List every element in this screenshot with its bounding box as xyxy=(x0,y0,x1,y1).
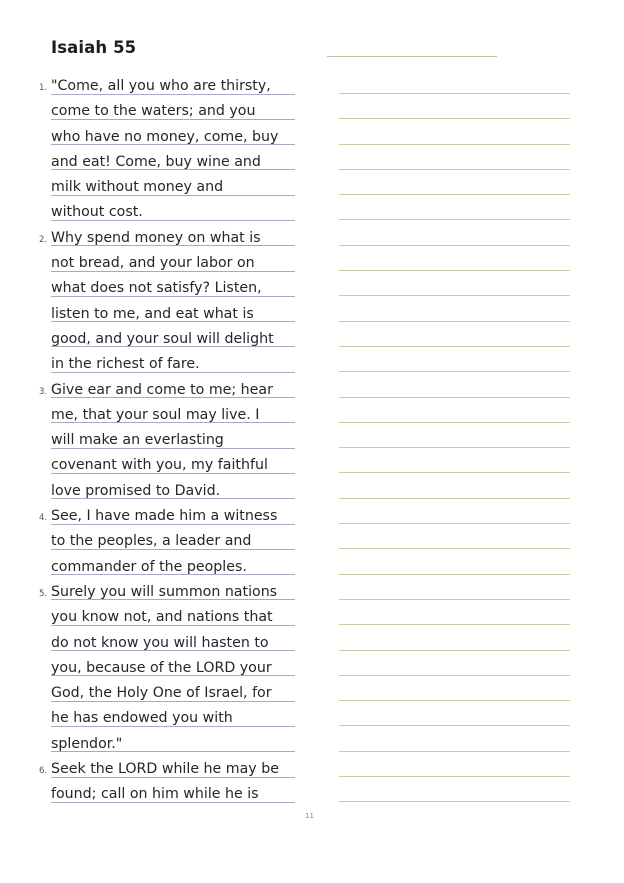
verse-text: love promised to David. xyxy=(51,482,221,499)
writing-line xyxy=(339,200,570,225)
writing-line-rule xyxy=(339,574,570,575)
writing-line xyxy=(339,428,570,453)
text-underline xyxy=(51,574,295,575)
writing-line-rule xyxy=(339,776,570,777)
writing-line-rule xyxy=(339,650,570,651)
verse-text: See, I have made him a witness xyxy=(51,508,278,525)
verse-text: listen to me, and eat what is xyxy=(51,305,254,322)
text-underline xyxy=(51,397,295,398)
writing-line xyxy=(339,150,570,175)
verse-line xyxy=(0,656,300,681)
writing-line xyxy=(339,732,570,757)
writing-line-rule xyxy=(339,169,570,170)
verse-line xyxy=(0,352,300,377)
verse-line xyxy=(0,681,300,706)
text-underline xyxy=(51,321,295,322)
verse-line xyxy=(0,150,300,175)
verse-text: will make an everlasting xyxy=(51,432,224,449)
writing-line-rule xyxy=(339,397,570,398)
writing-line xyxy=(339,631,570,656)
writing-line xyxy=(339,327,570,352)
text-underline xyxy=(51,777,295,778)
writing-line xyxy=(339,555,570,580)
writing-line-rule xyxy=(339,371,570,372)
verse-text: Seek the LORD while he may be xyxy=(51,761,279,778)
verse-line xyxy=(0,555,300,580)
verse-number: 6. xyxy=(39,766,48,777)
writing-line-rule xyxy=(339,472,570,473)
verse-text: without cost. xyxy=(51,204,143,221)
verse-line xyxy=(0,200,300,225)
verse-line xyxy=(0,302,300,327)
writing-line-rule xyxy=(339,270,570,271)
verse-text: Surely you will summon nations xyxy=(51,583,278,600)
writing-line-rule xyxy=(339,725,570,726)
verse-text: do not know you will hasten to xyxy=(51,634,269,651)
writing-line xyxy=(339,175,570,200)
text-underline xyxy=(51,245,295,246)
verse-line xyxy=(0,782,300,807)
verse-line xyxy=(0,479,300,504)
text-underline xyxy=(51,448,295,449)
writing-line xyxy=(339,251,570,276)
writing-line-rule xyxy=(339,93,570,94)
verse-line xyxy=(0,757,300,782)
verse-line xyxy=(0,99,300,124)
text-underline xyxy=(51,675,295,676)
verse-text: in the richest of fare. xyxy=(51,356,200,373)
writing-line-rule xyxy=(339,194,570,195)
handwriting-column xyxy=(339,74,570,808)
writing-line-rule xyxy=(339,346,570,347)
writing-line-rule xyxy=(339,751,570,752)
verse-number: 2. xyxy=(39,234,48,245)
text-underline xyxy=(51,271,295,272)
writing-line-rule xyxy=(339,523,570,524)
verse-text: splendor." xyxy=(51,735,123,752)
verse-line xyxy=(0,453,300,478)
writing-line xyxy=(339,757,570,782)
verse-text: to the peoples, a leader and xyxy=(51,533,252,550)
writing-line xyxy=(339,529,570,554)
writing-line-rule xyxy=(339,624,570,625)
verse-number: 1. xyxy=(39,83,48,93)
writing-line-rule xyxy=(339,321,570,322)
writing-line xyxy=(339,125,570,150)
text-underline xyxy=(51,144,295,145)
text-underline xyxy=(51,372,295,373)
writing-line-rule xyxy=(339,599,570,600)
verse-line xyxy=(0,125,300,150)
verse-text: good, and your soul will delight xyxy=(51,330,274,347)
writing-line xyxy=(339,74,570,99)
writing-line xyxy=(339,504,570,529)
writing-line xyxy=(339,681,570,706)
verse-number: 3. xyxy=(39,386,48,397)
verse-text: you know not, and nations that xyxy=(51,609,273,626)
text-underline xyxy=(51,549,295,550)
verse-text: me, that your soul may live. I xyxy=(51,406,260,423)
verse-text: God, the Holy One of Israel, for xyxy=(51,685,272,702)
text-underline xyxy=(51,599,295,600)
verse-line xyxy=(0,732,300,757)
verse-text: what does not satisfy? Listen, xyxy=(51,280,262,297)
verse-text: covenant with you, my faithful xyxy=(51,457,268,474)
text-underline xyxy=(51,498,295,499)
verse-number: 4. xyxy=(39,513,48,524)
text-underline xyxy=(51,195,295,196)
verse-line xyxy=(0,403,300,428)
page-number: 11 xyxy=(305,812,314,820)
verse-line xyxy=(0,580,300,605)
writing-line-rule xyxy=(339,675,570,676)
verse-line xyxy=(0,251,300,276)
verse-text: commander of the peoples. xyxy=(51,558,247,575)
text-underline xyxy=(51,119,295,120)
text-underline xyxy=(51,726,295,727)
verse-line xyxy=(0,504,300,529)
verse-text: found; call on him while he is xyxy=(51,786,259,803)
writing-line-rule xyxy=(339,245,570,246)
text-underline xyxy=(51,422,295,423)
text-underline xyxy=(51,625,295,626)
writing-line xyxy=(339,782,570,807)
writing-line-rule xyxy=(339,295,570,296)
page-title: Isaiah 55 xyxy=(51,38,137,57)
text-underline xyxy=(51,751,295,752)
verse-line xyxy=(0,226,300,251)
writing-line xyxy=(339,403,570,428)
text-underline xyxy=(51,296,295,297)
verse-line xyxy=(0,605,300,630)
verse-line xyxy=(0,175,300,200)
writing-line xyxy=(339,352,570,377)
verse-line xyxy=(0,327,300,352)
verse-text: who have no money, come, buy xyxy=(51,128,279,145)
writing-line-rule xyxy=(339,447,570,448)
writing-line xyxy=(339,580,570,605)
verse-text: Why spend money on what is xyxy=(51,229,261,246)
text-underline xyxy=(51,346,295,347)
verse-text: come to the waters; and you xyxy=(51,103,256,120)
writing-line xyxy=(339,276,570,301)
text-underline xyxy=(51,524,295,525)
writing-line-rule xyxy=(339,144,570,145)
writing-line-rule xyxy=(339,700,570,701)
scripture-text-column xyxy=(0,74,300,808)
verse-line xyxy=(0,631,300,656)
text-underline xyxy=(51,473,295,474)
writing-line xyxy=(339,605,570,630)
verse-line xyxy=(0,74,300,99)
verse-text: milk without money and xyxy=(51,179,224,196)
text-underline xyxy=(51,169,295,170)
verse-line xyxy=(0,276,300,301)
writing-line xyxy=(339,706,570,731)
verse-number: 5. xyxy=(39,588,48,599)
text-underline xyxy=(51,650,295,651)
verse-text: he has endowed you with xyxy=(51,710,233,727)
writing-line-rule xyxy=(339,548,570,549)
verse-text: you, because of the LORD your xyxy=(51,659,272,676)
title-writing-line xyxy=(327,56,497,57)
writing-line xyxy=(339,453,570,478)
verse-text: Give ear and come to me; hear xyxy=(51,381,273,398)
writing-line-rule xyxy=(339,219,570,220)
text-underline xyxy=(51,220,295,221)
writing-line xyxy=(339,99,570,124)
verse-text: "Come, all you who are thirsty, xyxy=(51,78,271,94)
writing-line xyxy=(339,226,570,251)
verse-line xyxy=(0,706,300,731)
writing-line-rule xyxy=(339,422,570,423)
writing-line xyxy=(339,378,570,403)
verse-line xyxy=(0,529,300,554)
verse-line xyxy=(0,378,300,403)
writing-line-rule xyxy=(339,118,570,119)
text-underline xyxy=(51,802,295,803)
text-underline xyxy=(51,94,295,95)
writing-line xyxy=(339,656,570,681)
verse-line xyxy=(0,428,300,453)
writing-line-rule xyxy=(339,498,570,499)
writing-line xyxy=(339,302,570,327)
writing-line-rule xyxy=(339,801,570,802)
writing-line xyxy=(339,479,570,504)
verse-text: not bread, and your labor on xyxy=(51,255,255,272)
text-underline xyxy=(51,701,295,702)
verse-text: and eat! Come, buy wine and xyxy=(51,153,261,170)
